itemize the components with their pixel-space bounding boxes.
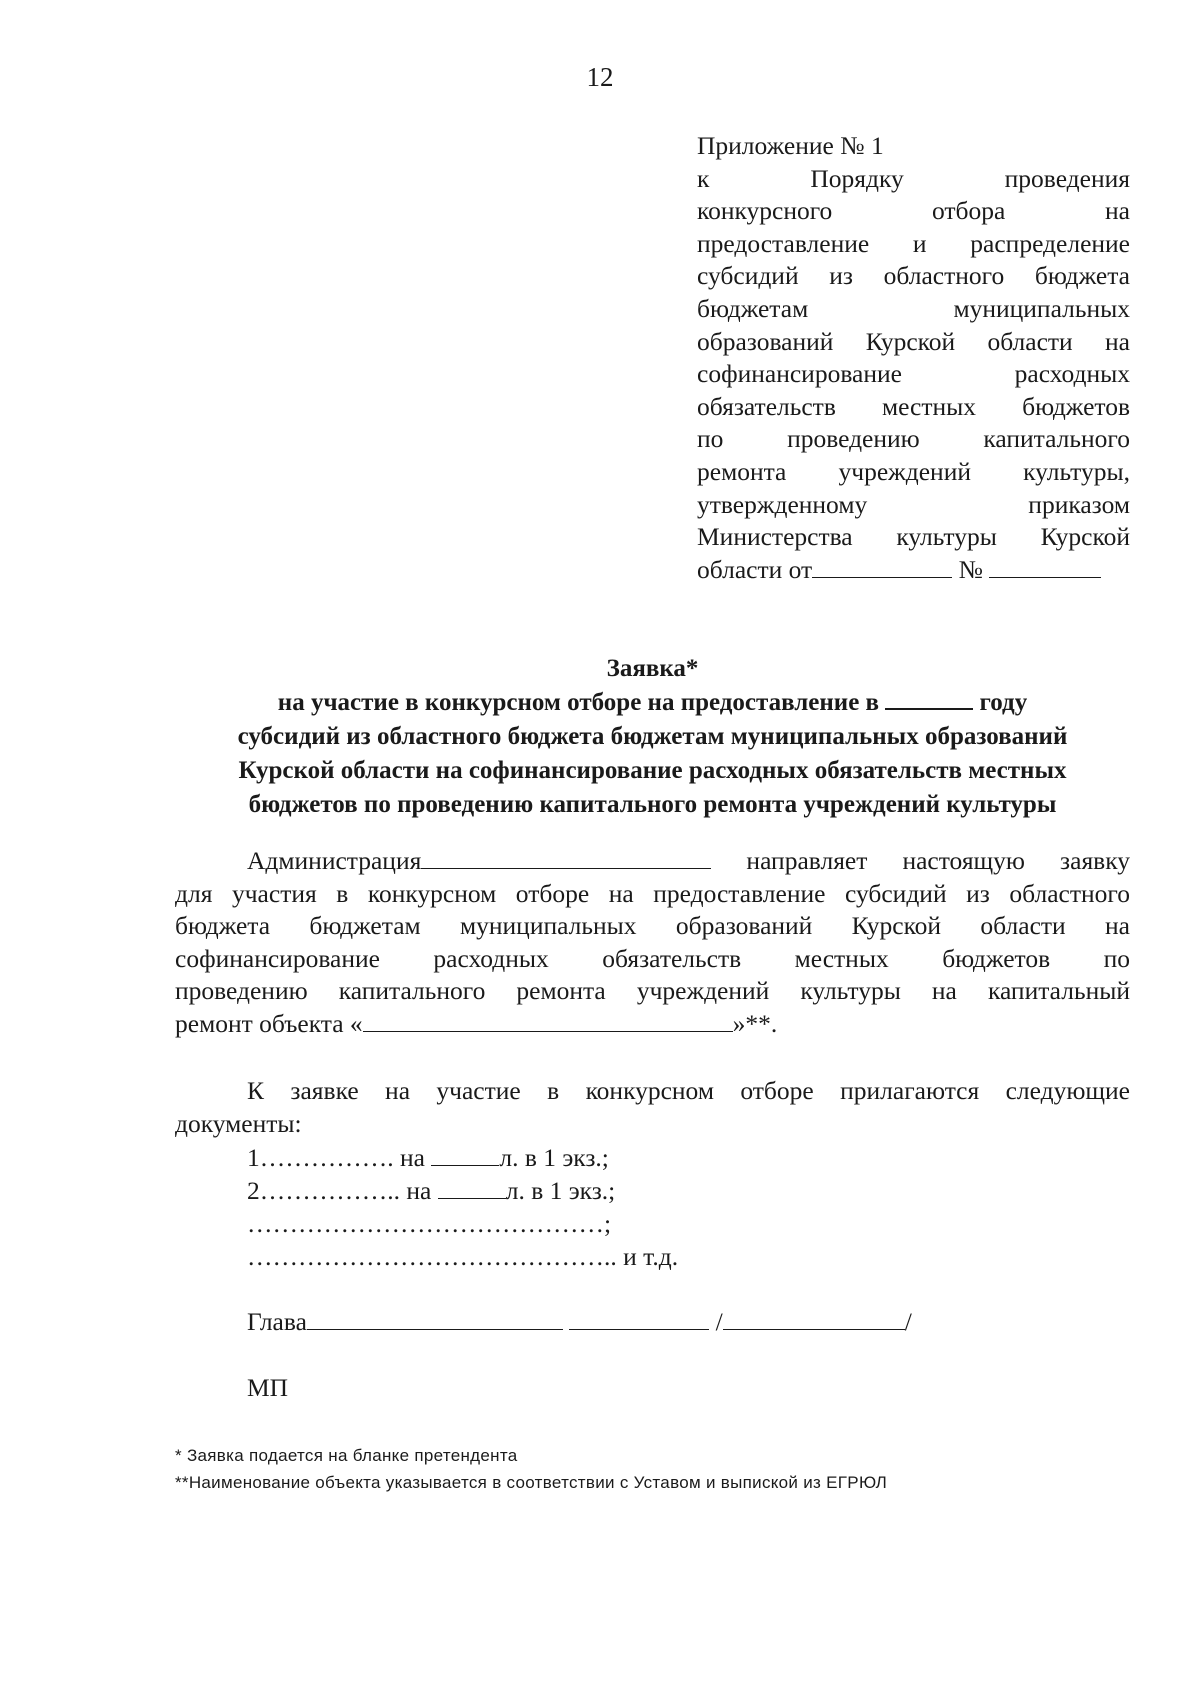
- paragraph-line: [175, 1008, 1130, 1041]
- application-title: [160, 652, 1145, 822]
- appendix-line: предоставление и распределение: [697, 228, 1130, 258]
- seal-label: МП: [247, 1373, 289, 1402]
- signature-line: [247, 1306, 912, 1339]
- paragraph-line: К заявке на участие в конкурсном отборе прилагаются следующие: [247, 1076, 1130, 1105]
- title-line: бюджетов по проведению капитального ремонта учреждений культуры: [248, 791, 1057, 818]
- title-line2-start: на участие в конкурсном отборе на предоставление в: [277, 689, 880, 716]
- appendix-line: Приложение № 1: [697, 131, 884, 160]
- signature-blank-2: [569, 1307, 709, 1330]
- number-sign: №: [958, 554, 983, 584]
- attachment-item-copies: л. в 1 экз.;: [499, 1143, 609, 1172]
- appendix-date-line: [697, 554, 1130, 587]
- paragraph-line: проведению капитального ремонта учреждений культуры на капитальный: [175, 976, 1130, 1006]
- page-number: 12: [586, 62, 614, 92]
- attachment-item-1: [247, 1142, 609, 1175]
- slash: /: [904, 1307, 912, 1336]
- footnote-1: * Заявка подается на бланке претендента: [175, 1446, 518, 1465]
- attachment-item-label: 1……………. на: [247, 1143, 425, 1172]
- paragraph-line: бюджета бюджетам муниципальных образований Курской области на: [175, 911, 1130, 941]
- title-line: Курской области на софинансирование расходных обязательств местных: [238, 757, 1067, 784]
- administration-label: Администрация: [247, 846, 422, 875]
- object-close: »**.: [732, 1008, 778, 1038]
- attachment-item-4: …………………………………….. и т.д.: [247, 1242, 679, 1271]
- name-blank: [723, 1307, 905, 1330]
- attachment-item-3: ……………………………………;: [247, 1209, 612, 1238]
- request-line1-end: направляет настоящую заявку: [746, 846, 1130, 875]
- appendix-line: обязательств местных бюджетов: [697, 391, 1130, 421]
- request-paragraph: [175, 845, 1130, 1041]
- head-label: Глава: [247, 1307, 307, 1336]
- pages-blank: [431, 1143, 499, 1166]
- appendix-line: ремонта учреждений культуры,: [697, 456, 1130, 486]
- appendix-line: софинансирование расходных: [697, 359, 1130, 389]
- appendix-line: бюджетам муниципальных: [697, 293, 1130, 323]
- title-line: [160, 686, 1145, 720]
- date-blank: [812, 555, 952, 578]
- signature-blank: [307, 1307, 563, 1330]
- administration-blank: [421, 846, 711, 869]
- object-label: ремонт объекта «: [175, 1008, 363, 1038]
- attachment-item-2: [247, 1175, 615, 1208]
- attachment-item-copies: л. в 1 экз.;: [505, 1176, 616, 1205]
- number-blank: [989, 555, 1101, 578]
- attachment-item-label: 2…………….. на: [247, 1176, 432, 1205]
- paragraph-line: [175, 845, 1130, 878]
- paragraph-line: документы:: [175, 1108, 302, 1138]
- appendix-line: образований Курской области на: [697, 326, 1130, 356]
- title-line: субсидий из областного бюджета бюджетам муниципальных образований: [237, 723, 1068, 750]
- footnote-2: **Наименование объекта указывается в соответствии с Уставом и выпиской из ЕГРЮЛ: [175, 1473, 888, 1492]
- appendix-line: к Порядку проведения: [697, 163, 1130, 193]
- attachments-intro: [175, 1075, 1130, 1140]
- title-heading: Заявка*: [606, 655, 699, 682]
- paragraph-line: софинансирование расходных обязательств местных бюджетов по: [175, 943, 1130, 973]
- year-blank: [885, 688, 973, 710]
- appendix-line: по проведению капитального: [697, 424, 1130, 454]
- appendix-line: конкурсного отбора на: [697, 196, 1130, 226]
- appendix-date-label: области от: [697, 554, 813, 584]
- object-name-blank: [363, 1009, 733, 1032]
- appendix-line: утвержденному приказом: [697, 489, 1130, 519]
- appendix-line: субсидий из областного бюджета: [697, 261, 1130, 291]
- appendix-line: Министерства культуры Курской: [697, 522, 1130, 552]
- pages-blank: [438, 1176, 506, 1199]
- title-line2-end: году: [979, 689, 1028, 716]
- paragraph-line: для участия в конкурсном отборе на предоставление субсидий из областного: [175, 878, 1130, 908]
- slash: /: [715, 1307, 723, 1336]
- appendix-header: [697, 130, 1130, 586]
